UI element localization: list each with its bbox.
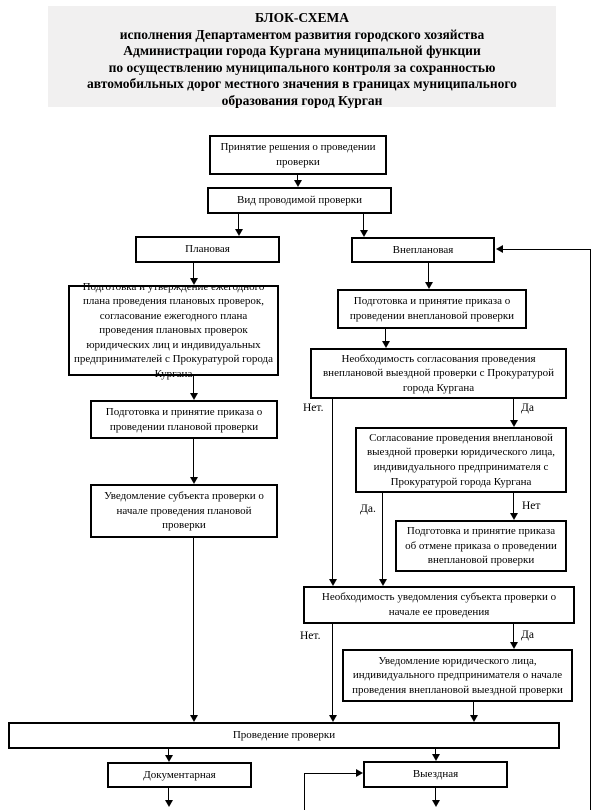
title-line: автомобильных дорог местного значения в границах муниципального — [87, 76, 517, 92]
arrowhead-field-down — [432, 800, 440, 807]
label-need-notice-no: Нет. — [300, 630, 321, 642]
arrowhead-decision-to-type — [294, 180, 302, 187]
arrowhead-need-approval-no — [329, 579, 337, 586]
arrowhead-approval-yes — [379, 579, 387, 586]
arrowhead-conduct-to-field — [432, 754, 440, 761]
title-line: исполнения Департаментом развития городского хозяйства — [119, 26, 485, 42]
label-need-notice-yes: Да — [521, 629, 534, 641]
connector-need-approval-no — [332, 399, 333, 580]
arrowhead-unplanned-to-order — [425, 282, 433, 289]
arrowhead-annual-to-order — [190, 393, 198, 400]
connector-need-notice-yes — [513, 624, 514, 643]
arrowhead-order-to-notice — [190, 477, 198, 484]
label-need-approval-no: Нет. — [303, 402, 324, 414]
label-need-approval-yes: Да — [521, 402, 534, 414]
arrowhead-feedback-into-unplanned — [496, 245, 503, 253]
node-planned-order: Подготовка и принятие приказа о проведении плановой проверки — [90, 400, 278, 439]
connector-annual-to-order — [193, 376, 194, 394]
node-unplanned-order: Подготовка и принятие приказа о проведении внеплановой проверки — [337, 289, 527, 329]
node-field: Выездная — [363, 761, 508, 788]
node-need-approval: Необходимость согласования проведения внеплановой выездной проверки с Прокуратурой города Кургана — [310, 348, 567, 399]
title-line: образования город Курган — [221, 92, 383, 108]
node-check-type: Вид проводимой проверки — [207, 187, 392, 214]
title-line: по осуществлению муниципального контроля за сохранностью — [108, 59, 496, 75]
title-line: Администрации города Кургана муниципальной функции — [123, 43, 481, 59]
connector-approval-no — [513, 493, 514, 514]
connector-notice-to-conduct — [193, 538, 194, 716]
node-planned-notice: Уведомление субъекта проверки о начале проведения плановой проверки — [90, 484, 278, 538]
label-approval-yes: Да. — [360, 503, 376, 515]
flowchart-title — [48, 6, 556, 107]
arrowhead-notice-to-conduct — [190, 715, 198, 722]
connector-planned-to-annual — [193, 263, 194, 279]
node-unplanned-notice: Уведомление юридического лица, индивидуального предпринимателя о начале проведения внеплановой выездной проверки — [342, 649, 573, 702]
arrowhead-planned-to-annual — [190, 278, 198, 285]
connector-need-approval-yes — [513, 399, 514, 421]
arrowhead-type-to-planned — [235, 229, 243, 236]
node-conduct: Проведение проверки — [8, 722, 560, 749]
arrowhead-conduct-to-documentary — [165, 755, 173, 762]
arrowhead-documentary-down — [165, 800, 173, 807]
node-approval: Согласование проведения внеплановой выездной проверки юридического лица, индивидуального предпринимателя с Прокуратурой города Кургана — [355, 427, 567, 493]
connector-unplanned-to-order — [428, 263, 429, 283]
node-planned: Плановая — [135, 236, 280, 263]
arrowhead-need-approval-yes — [510, 420, 518, 427]
node-cancel-order: Подготовка и принятие приказа об отмене приказа о проведении внеплановой проверки — [395, 520, 567, 572]
node-need-notice: Необходимость уведомления субъекта проверки о начале ее проведения — [303, 586, 575, 624]
connector-approval-yes — [382, 493, 383, 580]
arrowhead-elbow-into-field — [356, 769, 363, 777]
connector-feedback-vertical — [590, 249, 591, 810]
connector-unplanned-notice-to-conduct — [473, 702, 474, 716]
connector-elbow-vertical — [304, 773, 305, 810]
connector-order-to-notice — [193, 439, 194, 478]
arrowhead-type-to-unplanned — [360, 230, 368, 237]
arrowhead-order-to-need-approval — [382, 341, 390, 348]
connector-need-notice-no — [332, 624, 333, 716]
arrowhead-unplanned-notice-to-conduct — [470, 715, 478, 722]
node-documentary: Документарная — [107, 762, 252, 788]
title-line: БЛОК-СХЕМА — [254, 10, 350, 25]
node-unplanned: Внеплановая — [351, 237, 495, 263]
node-decision: Принятие решения о проведении проверки — [209, 135, 387, 175]
arrowhead-need-notice-yes — [510, 642, 518, 649]
connector-type-to-unplanned — [363, 214, 364, 231]
arrowhead-approval-no — [510, 513, 518, 520]
arrowhead-need-notice-no — [329, 715, 337, 722]
connector-feedback-horizontal — [503, 249, 591, 250]
connector-type-to-planned — [238, 214, 239, 230]
label-approval-no: Нет — [522, 500, 541, 512]
connector-elbow-horizontal — [304, 773, 356, 774]
node-annual-plan: Подготовка и утверждение ежегодного плана проведения плановых проверок, согласование ежегодного плана проведения плановых проверок юридических лиц и индивидуальных предпринимателей с Прокуратурой города Кургана — [68, 285, 279, 376]
